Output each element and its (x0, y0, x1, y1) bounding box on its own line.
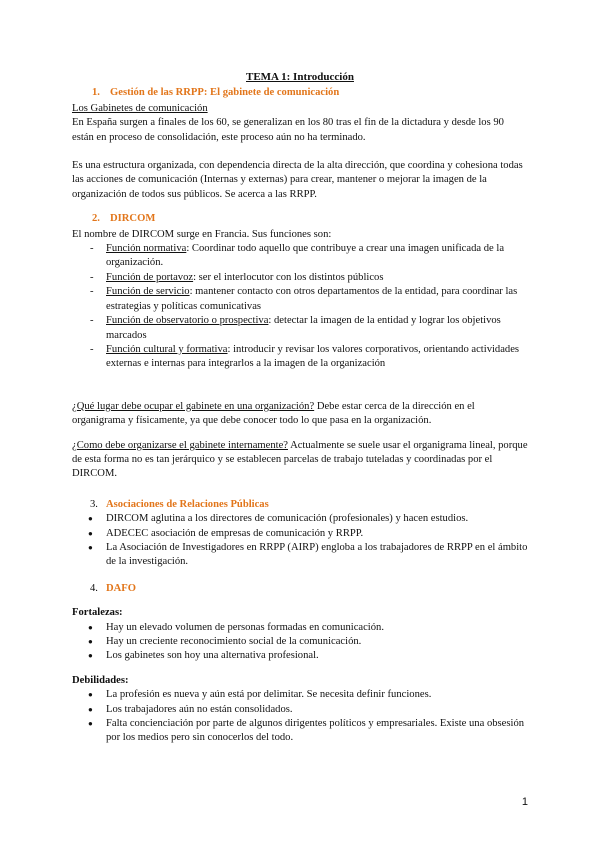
function-term: Función de observatorio o prospectiva (106, 315, 269, 327)
function-text: : Coordinar todo aquello que contribuye a crear una imagen unificada de la organización. (106, 243, 505, 269)
function-term: Función de servicio (106, 286, 190, 298)
question-2-text: ¿Como debe organizarse el gabinete internamente? (72, 439, 288, 451)
list-item (72, 343, 528, 372)
section-4-heading (72, 582, 528, 596)
question-1 (72, 400, 528, 429)
section-3-heading (72, 498, 528, 512)
list-item: ● La profesión es nueva y aún está por delimitar. Se necesita definir funciones. (72, 688, 528, 702)
question-1-text: ¿Qué lugar debe ocupar el gabinete en una organización? (72, 400, 315, 412)
function-term: Función normativa (106, 243, 187, 255)
function-text: : mantener contacto con otros departamentos de la entidad, para coordinar las estrategias y políticas comunicativas (106, 286, 518, 312)
section-2-title: DIRCOM (110, 213, 156, 225)
list-item (72, 285, 528, 314)
section-1-heading (72, 86, 528, 100)
section-4-title: DAFO (106, 582, 137, 594)
function-text: : ser el interlocutor con los distintos públicos (193, 271, 384, 283)
list-item (72, 314, 528, 343)
section-3-title: Asociaciones de Relaciones Públicas (106, 498, 269, 510)
page-number: 1 (521, 796, 528, 808)
document-page (72, 70, 528, 746)
section-4-number: 4. (90, 582, 98, 594)
question-2-answer: Actualmente se suele usar el organigrama lineal, porque de esta forma no es tan jerárquico y se establecen parcelas de trabajo tuteladas y coordinadas por el DIRCOM. (72, 439, 528, 480)
fortalezas-list (72, 621, 528, 664)
function-text: : introducir y revisar los valores corporativos, orientando actividades externas e internas para integrarlos a la imagen de la organización (106, 343, 520, 370)
section-1-paragraph-2: Es una estructura organizada, con dependencia directa de la alta dirección, que coordina y cohesiona todas las acciones de comunicación (Internas y externas) para crear, mantener o mejorar la imagen de la organización de todos sus públicos. Se acerca a las RRPP. (72, 160, 523, 200)
section-3-number: 3. (90, 498, 98, 510)
list-item: ● Hay un creciente reconocimiento social de la comunicación. (72, 635, 528, 649)
section-1-title: Gestión de las RRPP: El gabinete de comunicación (110, 87, 340, 99)
question-2 (72, 439, 528, 482)
list-item (72, 271, 528, 285)
section-2-number: 2. (92, 213, 100, 225)
function-term: Función de portavoz (106, 271, 194, 283)
section-1-subheading: Los Gabinetes de comunicación (72, 102, 208, 114)
section-2-intro: El nombre de DIRCOM surge en Francia. Sus funciones son: (72, 228, 332, 240)
list-item: ● Hay un elevado volumen de personas formadas en comunicación. (72, 621, 528, 635)
section-2-heading (72, 212, 528, 226)
section-1-paragraph-1: En España surgen a finales de los 60, se generalizan en los 80 tras el fin de la dictadura y desde los 90 están en proceso de consolidación, este proceso aún no ha terminado. (72, 117, 504, 143)
dircom-functions-list (72, 242, 528, 372)
associations-list (72, 512, 528, 570)
list-item (72, 242, 528, 271)
list-item: ● La Asociación de Investigadores en RRPP (AIRP) engloba a los trabajadores de RRPP en el ámbito de la investigación. (72, 541, 528, 570)
list-item: ● Falta concienciación por parte de algunos dirigentes políticos y empresariales. Existe una obsesión por los medios pero sin conocerlos del todo. (72, 717, 528, 746)
section-1-number: 1. (92, 87, 100, 99)
function-text: : detectar la imagen de la entidad y lograr los objetivos marcados (106, 315, 501, 341)
question-1-answer: Debe estar cerca de la dirección en el organigrama y físicamente, ya que debe conocer todo lo que pasa en la organización. (72, 400, 475, 427)
list-item: ● Los trabajadores aún no están consolidados. (72, 703, 528, 717)
list-item: ● Los gabinetes son hoy una alternativa profesional. (72, 649, 528, 663)
fortalezas-label: Fortalezas: (72, 607, 123, 619)
list-item: ● ADECEC asociación de empresas de comunicación y RRPP. (72, 527, 528, 541)
document-title: TEMA 1: Introducción (246, 71, 354, 83)
function-term: Función cultural y formativa (106, 343, 228, 355)
list-item: ● DIRCOM aglutina a los directores de comunicación (profesionales) y hacen estudios. (72, 512, 528, 526)
debilidades-label: Debilidades: (72, 674, 129, 686)
debilidades-list (72, 688, 528, 746)
